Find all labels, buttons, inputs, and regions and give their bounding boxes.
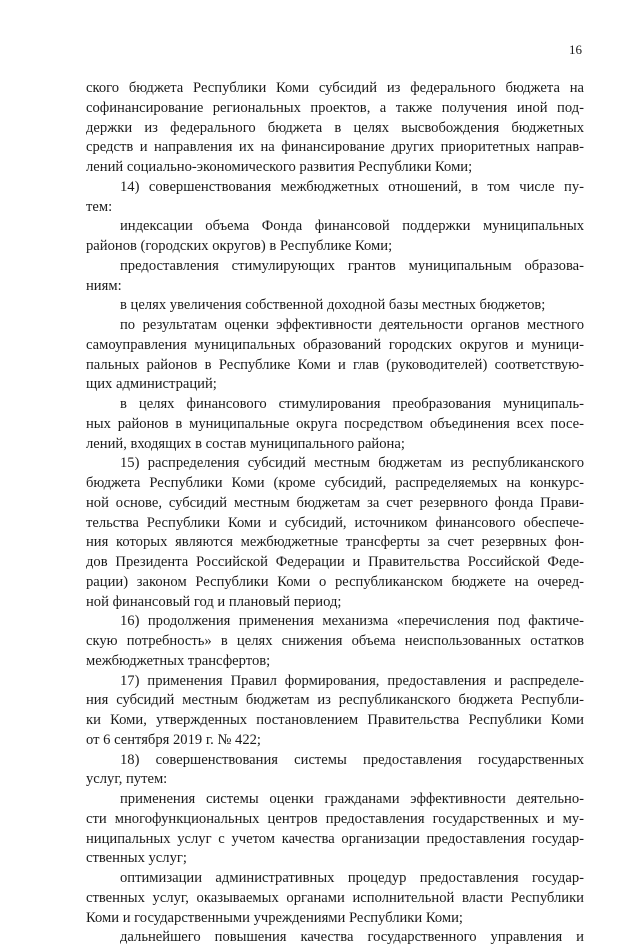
text-line: лений социально-экономического развития Республики Коми; [86,159,473,175]
text-line: щих администраций; [86,376,217,393]
text-line: рации) законом Республики Коми о республиканском бюджете на очеред- [86,573,584,590]
text-line: самоуправления муниципальных образований городских округов и муници- [86,336,584,353]
text-line: оптимизации административных процедур предоставления государ- [120,870,584,886]
text-line: лений, входящих в состав муниципального района; [86,435,405,452]
text-line: ния которых являются межбюджетные трансферты за счет резервных фон- [86,534,584,551]
text-line: ки Коми, утвержденных постановлением Правительства Республики Коми [86,712,584,728]
text-line: ского бюджета Республики Коми субсидий из федерального бюджета на [86,80,584,96]
text-line: ных районов в муниципальные округа посредством объединения всех посе- [86,415,584,432]
page-number: 16 [569,42,582,57]
text-line: 14) совершенствования межбюджетных отношений, в том числе пу- [120,178,584,195]
text-line: 18) совершенствования системы предоставления государственных [120,751,584,768]
text-line: бюджета Республики Коми (кроме субсидий, распределяемых на конкурс- [86,475,584,491]
text-line: тем: [86,198,113,215]
text-line: ной финансовый год и плановый период; [86,593,342,610]
text-line: сти многофункциональных центров предоставления государственных и му- [86,810,584,827]
text-line: 17) применения Правил формирования, предоставления и распределе- [120,672,584,689]
text-line: пальных районов в Республике Коми и глав (руководителей) соответствую- [86,356,584,373]
text-line: в целях увеличения собственной доходной базы местных бюджетов; [120,297,546,314]
document-body [86,79,584,948]
text-line: тельства Республики Коми и субсидий, источником финансового обеспече- [86,514,584,531]
text-line: от 6 сентября 2019 г. № 422; [86,731,261,748]
text-line: ственных услуг, оказываемых органами исполнительной власти Республики [86,889,584,906]
text-line: услуг, путем: [86,771,168,788]
text-line: ственных услуг; [86,850,187,867]
text-line: индексации объема Фонда финансовой поддержки муниципальных [120,218,584,235]
text-line: 16) продолжения применения механизма «перечисления под фактиче- [120,613,584,630]
text-line: межбюджетных трансфертов; [86,652,271,669]
text-line: ниципальных услуг с учетом качества организации предоставления государ- [86,830,584,847]
text-line: средств и направления их на финансирование других приоритетных направ- [86,139,584,156]
text-line: по результатам оценки эффективности деятельности органов местного [120,317,584,333]
text-line: дальнейшего повышения качества государственного управления и [120,929,584,946]
text-line: 15) распределения субсидий местным бюджетам из республиканского [120,455,584,472]
text-line: дов Президента Российской Федерации и Правительства Российской Феде- [86,554,584,570]
text-line: ниям: [86,277,122,294]
text-line: ной основе, субсидий местным бюджетам за счет резервного фонда Прави- [86,494,584,511]
text-line: софинансирование региональных проектов, а также получения иной под- [86,99,584,116]
text-line: ния субсидий местным бюджетам из республиканского бюджета Республи- [86,692,584,709]
text-line: Коми и государственными учреждениями Республики Коми; [86,909,463,926]
text-line: в целях финансового стимулирования преобразования муниципаль- [120,396,584,412]
text-line: скую потребность» в целях снижения объема неиспользованных остатков [86,633,584,649]
text-line: районов (городских округов) в Республике Коми; [86,238,393,254]
text-line: предоставления стимулирующих грантов муниципальным образова- [120,257,584,274]
text-line: держки из федерального бюджета в целях высвобождения бюджетных [86,119,584,136]
text-line: применения системы оценки гражданами эффективности деятельно- [120,791,584,807]
